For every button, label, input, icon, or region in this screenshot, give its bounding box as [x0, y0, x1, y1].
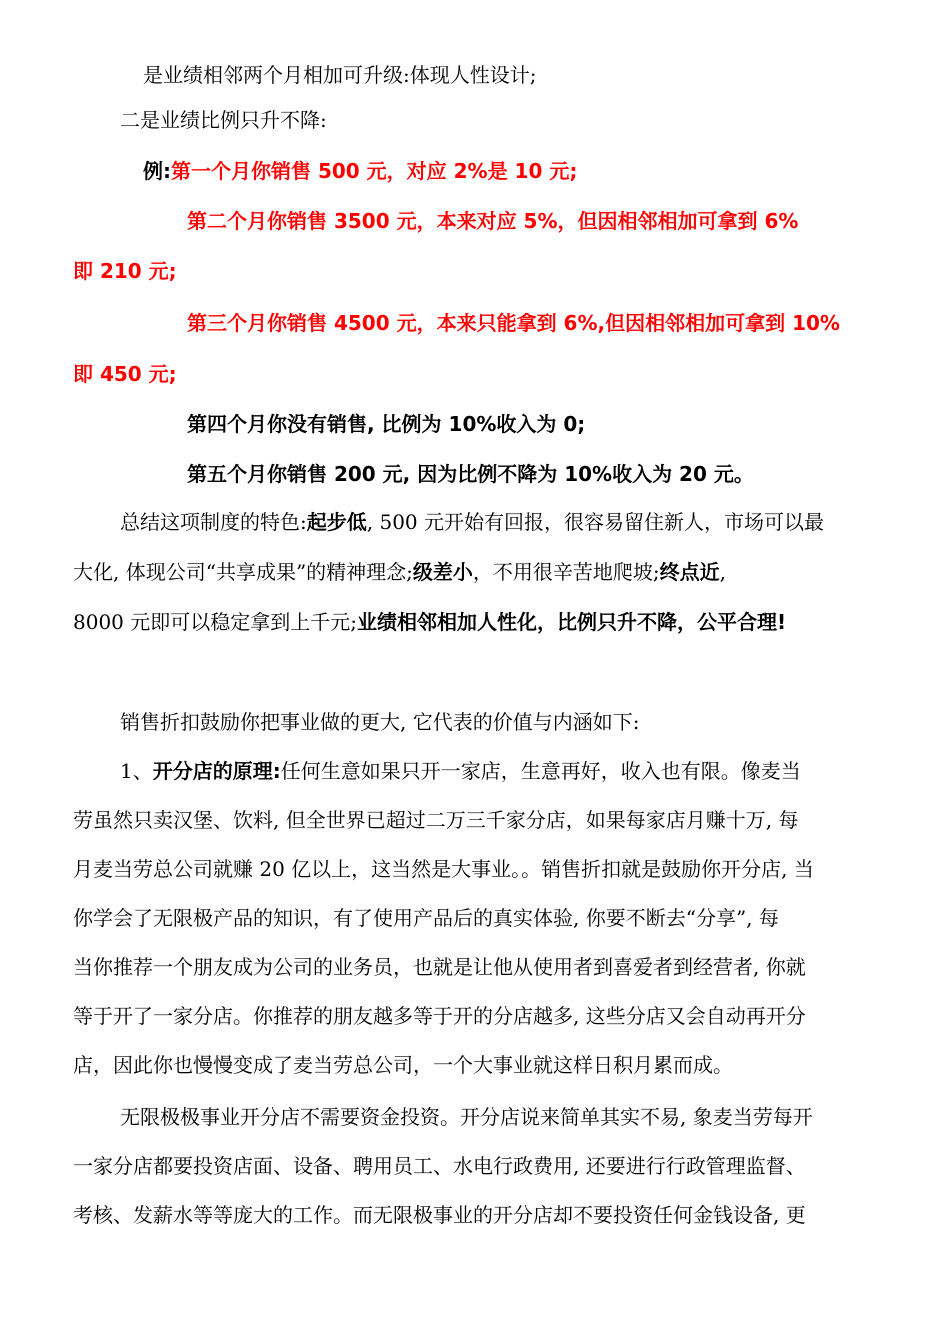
summary-line-1: [120, 509, 824, 535]
summary-keyword-low-start: 起步低: [306, 510, 367, 534]
example-month-3: 第三个月你销售 4500 元，本来只能拿到 6%,但因相邻相加可拿到 10%: [187, 311, 840, 335]
branch-principle-line-7: 店，因此你也慢慢变成了麦当劳总公司，一个大事业就这样日积月累而成。: [73, 1053, 733, 1077]
branch-principle-line-2: 劳虽然只卖汉堡、饮料, 但全世界已超过二万三千家分店，如果每家店月赚十万, 每: [73, 808, 799, 832]
branch-principle-number: 1、: [120, 759, 153, 783]
example-month-1: [143, 158, 577, 184]
summary-keyword-small-gap: 级差小: [412, 560, 473, 584]
summary-line-2-c: ,: [719, 560, 727, 584]
example-month-1-text: 第一个月你销售 500 元，对应 2%是 10 元;: [171, 159, 578, 183]
summary-keyword-near-end: 终点近: [659, 560, 720, 584]
discount-intro: 销售折扣鼓励你把事业做的更大, 它代表的价值与内涵如下:: [120, 710, 640, 734]
summary-line-2-b: ，不用很辛苦地爬坡;: [472, 560, 660, 584]
branch-principle-line-6: 等于开了一家分店。你推荐的朋友越多等于开的分店越多, 这些分店又会自动再开分: [73, 1004, 806, 1028]
example-label: 例:: [143, 159, 171, 183]
example-month-4: 第四个月你没有销售, 比例为 10%收入为 0;: [187, 412, 586, 436]
summary-line-2: [73, 559, 726, 585]
branch-principle-line-4: 你学会了无限极产品的知识，有了使用产品后的真实体验, 你要不断去“分享”, 每: [73, 906, 779, 930]
branch-principle-line-1: [120, 758, 801, 784]
example-month-5: 第五个月你销售 200 元, 因为比例不降为 10%收入为 20 元。: [187, 462, 754, 486]
branch-principle-line-5: 当你推荐一个朋友成为公司的业务员，也就是让他从使用者到喜爱者到经营者, 你就: [73, 955, 806, 979]
no-investment-line-1: 无限极极事业开分店不需要资金投资。开分店说来简单其实不易, 象麦当劳每开: [120, 1105, 813, 1129]
summary-line-3-a: 8000 元即可以稳定拿到上千元;: [73, 610, 357, 634]
summary-line-1-rest: , 500 元开始有回报，很容易留住新人，市场可以最: [366, 510, 824, 534]
summary-lead: 总结这项制度的特色:: [120, 510, 307, 534]
summary-conclusion: 业绩相邻相加人性化，比例只升不降，公平合理!: [357, 610, 787, 634]
branch-principle-title: 开分店的原理:: [152, 759, 281, 783]
upgrade-rule-line-1: 是业绩相邻两个月相加可升级:体现人性设计;: [143, 63, 537, 87]
example-month-2: 第二个月你销售 3500 元，本来对应 5%，但因相邻相加可拿到 6%: [187, 209, 799, 233]
no-investment-line-3: 考核、发薪水等等庞大的工作。而无限极事业的开分店却不要投资任何金钱设备, 更: [73, 1203, 806, 1227]
branch-principle-line-1-text: 任何生意如果只开一家店，生意再好，收入也有限。像麦当: [280, 759, 801, 783]
summary-line-2-a: 大化, 体现公司“共享成果”的精神理念;: [73, 560, 413, 584]
example-month-2-cont: 即 210 元;: [73, 259, 177, 283]
summary-line-3: [73, 609, 786, 635]
example-month-3-cont: 即 450 元;: [73, 362, 177, 386]
branch-principle-line-3: 月麦当劳总公司就赚 20 亿以上，这当然是大事业。。销售折扣就是鼓励你开分店, 当: [73, 857, 814, 881]
upgrade-rule-line-2: 二是业绩比例只升不降:: [120, 108, 327, 132]
no-investment-line-2: 一家分店都要投资店面、设备、聘用员工、水电行政费用, 还要进行行政管理监督、: [73, 1154, 806, 1178]
